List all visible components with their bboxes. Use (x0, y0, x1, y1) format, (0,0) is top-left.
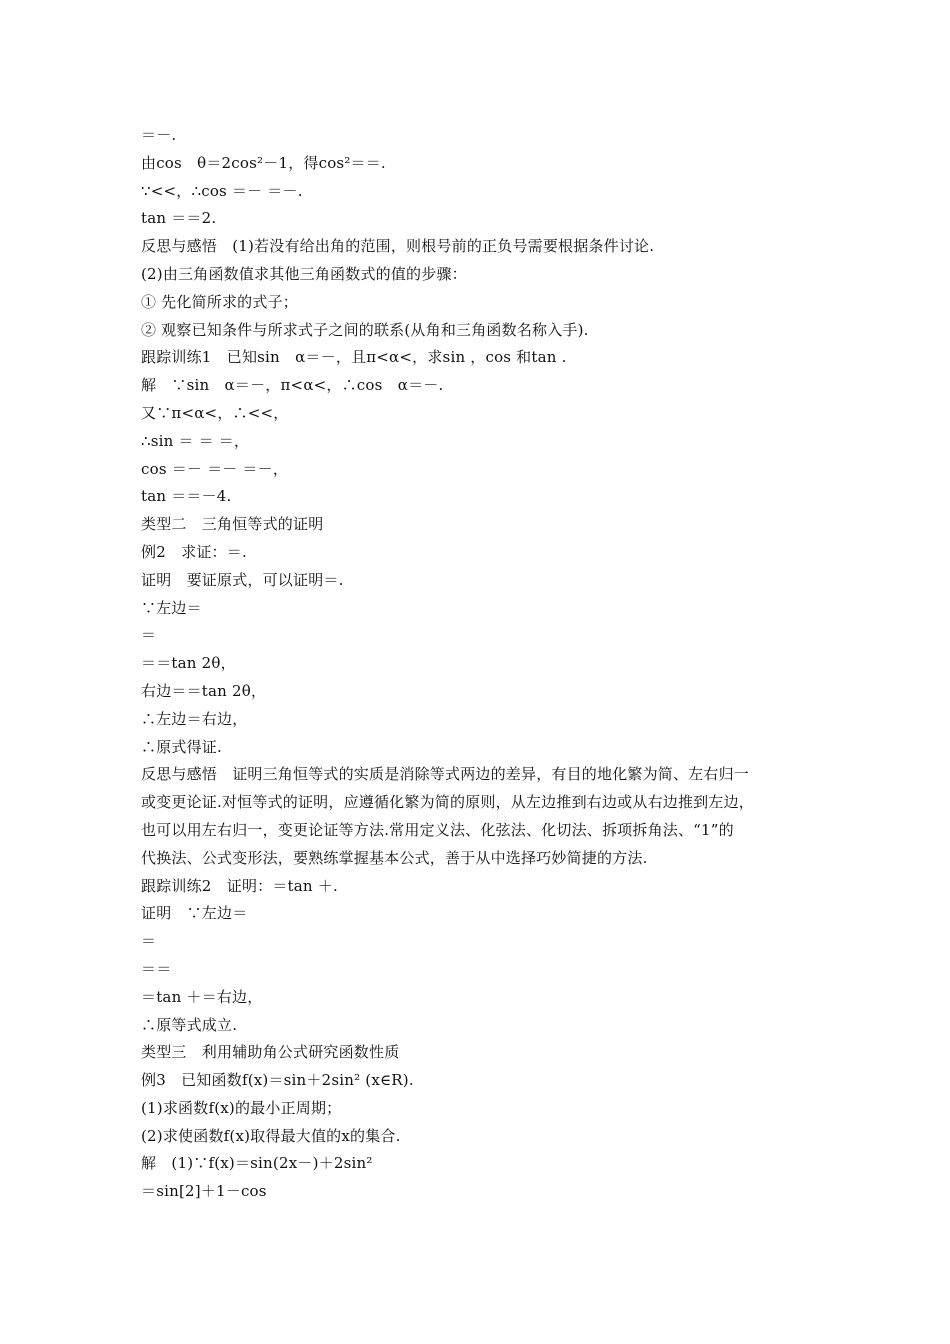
reflection-heading-line: 反思与感悟 (1)若没有给出角的范围，则根号前的正负号需要根据条件讨论. (141, 237, 655, 256)
reflection-paragraph-line: 也可以用左右归一，变更论证等方法.常用定义法、化弦法、化切法、拆项拆角法、“1”的 (141, 820, 734, 839)
text-line: ＝－. (141, 126, 177, 144)
reflection-paragraph-line: 或变更论证.对恒等式的证明，应遵循化繁为简的原则，从左边推到右边或从右边推到左边， (141, 793, 754, 812)
section-heading: 类型二 三角恒等式的证明 (141, 515, 324, 534)
text-line: ＝＝tan 2θ， (141, 654, 236, 673)
text-line: (2)由三角函数值求其他三角函数式的值的步骤： (141, 264, 467, 283)
text-line: tan ＝＝－4. (141, 487, 232, 506)
exercise-line: 跟踪训练1 已知sin α＝－，且π<α<，求sin ，cos 和tan . (141, 348, 567, 367)
text-line: ＝＝ (141, 959, 172, 978)
example-line: 例2 求证：＝. (141, 542, 247, 561)
text-line: ∴原式得证. (141, 737, 222, 756)
text-line: ＝ (141, 626, 157, 645)
document-body (141, 122, 821, 1206)
text-line: ∴左边＝右边， (141, 709, 248, 728)
text-line: 由cos θ＝2cos²－1，得cos²＝＝. (141, 153, 386, 172)
solution-line: 解 ∵sin α＝－，π<α<，∴cos α＝－. (141, 376, 444, 395)
text-line: cos ＝－ ＝－ ＝－， (141, 459, 289, 478)
text-line: 右边＝＝tan 2θ， (141, 681, 267, 700)
proof-line: 证明 ∵左边＝ (141, 904, 248, 923)
solution-line: 解 (1)∵f(x)＝sin(2x－)＋2sin² (141, 1154, 373, 1173)
reflection-paragraph-line: 反思与感悟 证明三角恒等式的实质是消除等式两边的差异，有目的地化繁为简、左右归一 (141, 765, 750, 784)
text-line: ＝ (141, 932, 157, 951)
question-item: (1)求函数f(x)的最小正周期； (141, 1098, 342, 1117)
proof-line: 证明 要证原式，可以证明＝. (141, 570, 344, 589)
text-line: ∵左边＝ (141, 598, 202, 617)
text-line: ＝sin[2]＋1－cos (141, 1182, 267, 1201)
text-line: tan ＝＝2. (141, 209, 217, 228)
text-line: ∴sin ＝ ＝ ＝， (141, 431, 250, 450)
step-item: ① 先化简所求的式子； (141, 292, 298, 311)
text-line: ∴原等式成立. (141, 1015, 238, 1034)
example-line: 例3 已知函数f(x)＝sin＋2sin² (x∈R). (141, 1071, 414, 1090)
section-heading: 类型三 利用辅助角公式研究函数性质 (141, 1043, 400, 1062)
question-item: (2)求使函数f(x)取得最大值的x的集合. (141, 1126, 401, 1145)
reflection-paragraph-line: 代换法、公式变形法，要熟练掌握基本公式，善于从中选择巧妙简捷的方法. (141, 848, 648, 867)
text-line: ∵<<，∴cos ＝－ ＝－. (141, 181, 303, 200)
text-line: ＝tan ＋＝右边， (141, 987, 263, 1006)
exercise-line: 跟踪训练2 证明：＝tan ＋. (141, 876, 338, 895)
step-item: ② 观察已知条件与所求式子之间的联系(从角和三角函数名称入手). (141, 320, 589, 339)
text-line: 又∵π<α<，∴<<， (141, 403, 289, 422)
